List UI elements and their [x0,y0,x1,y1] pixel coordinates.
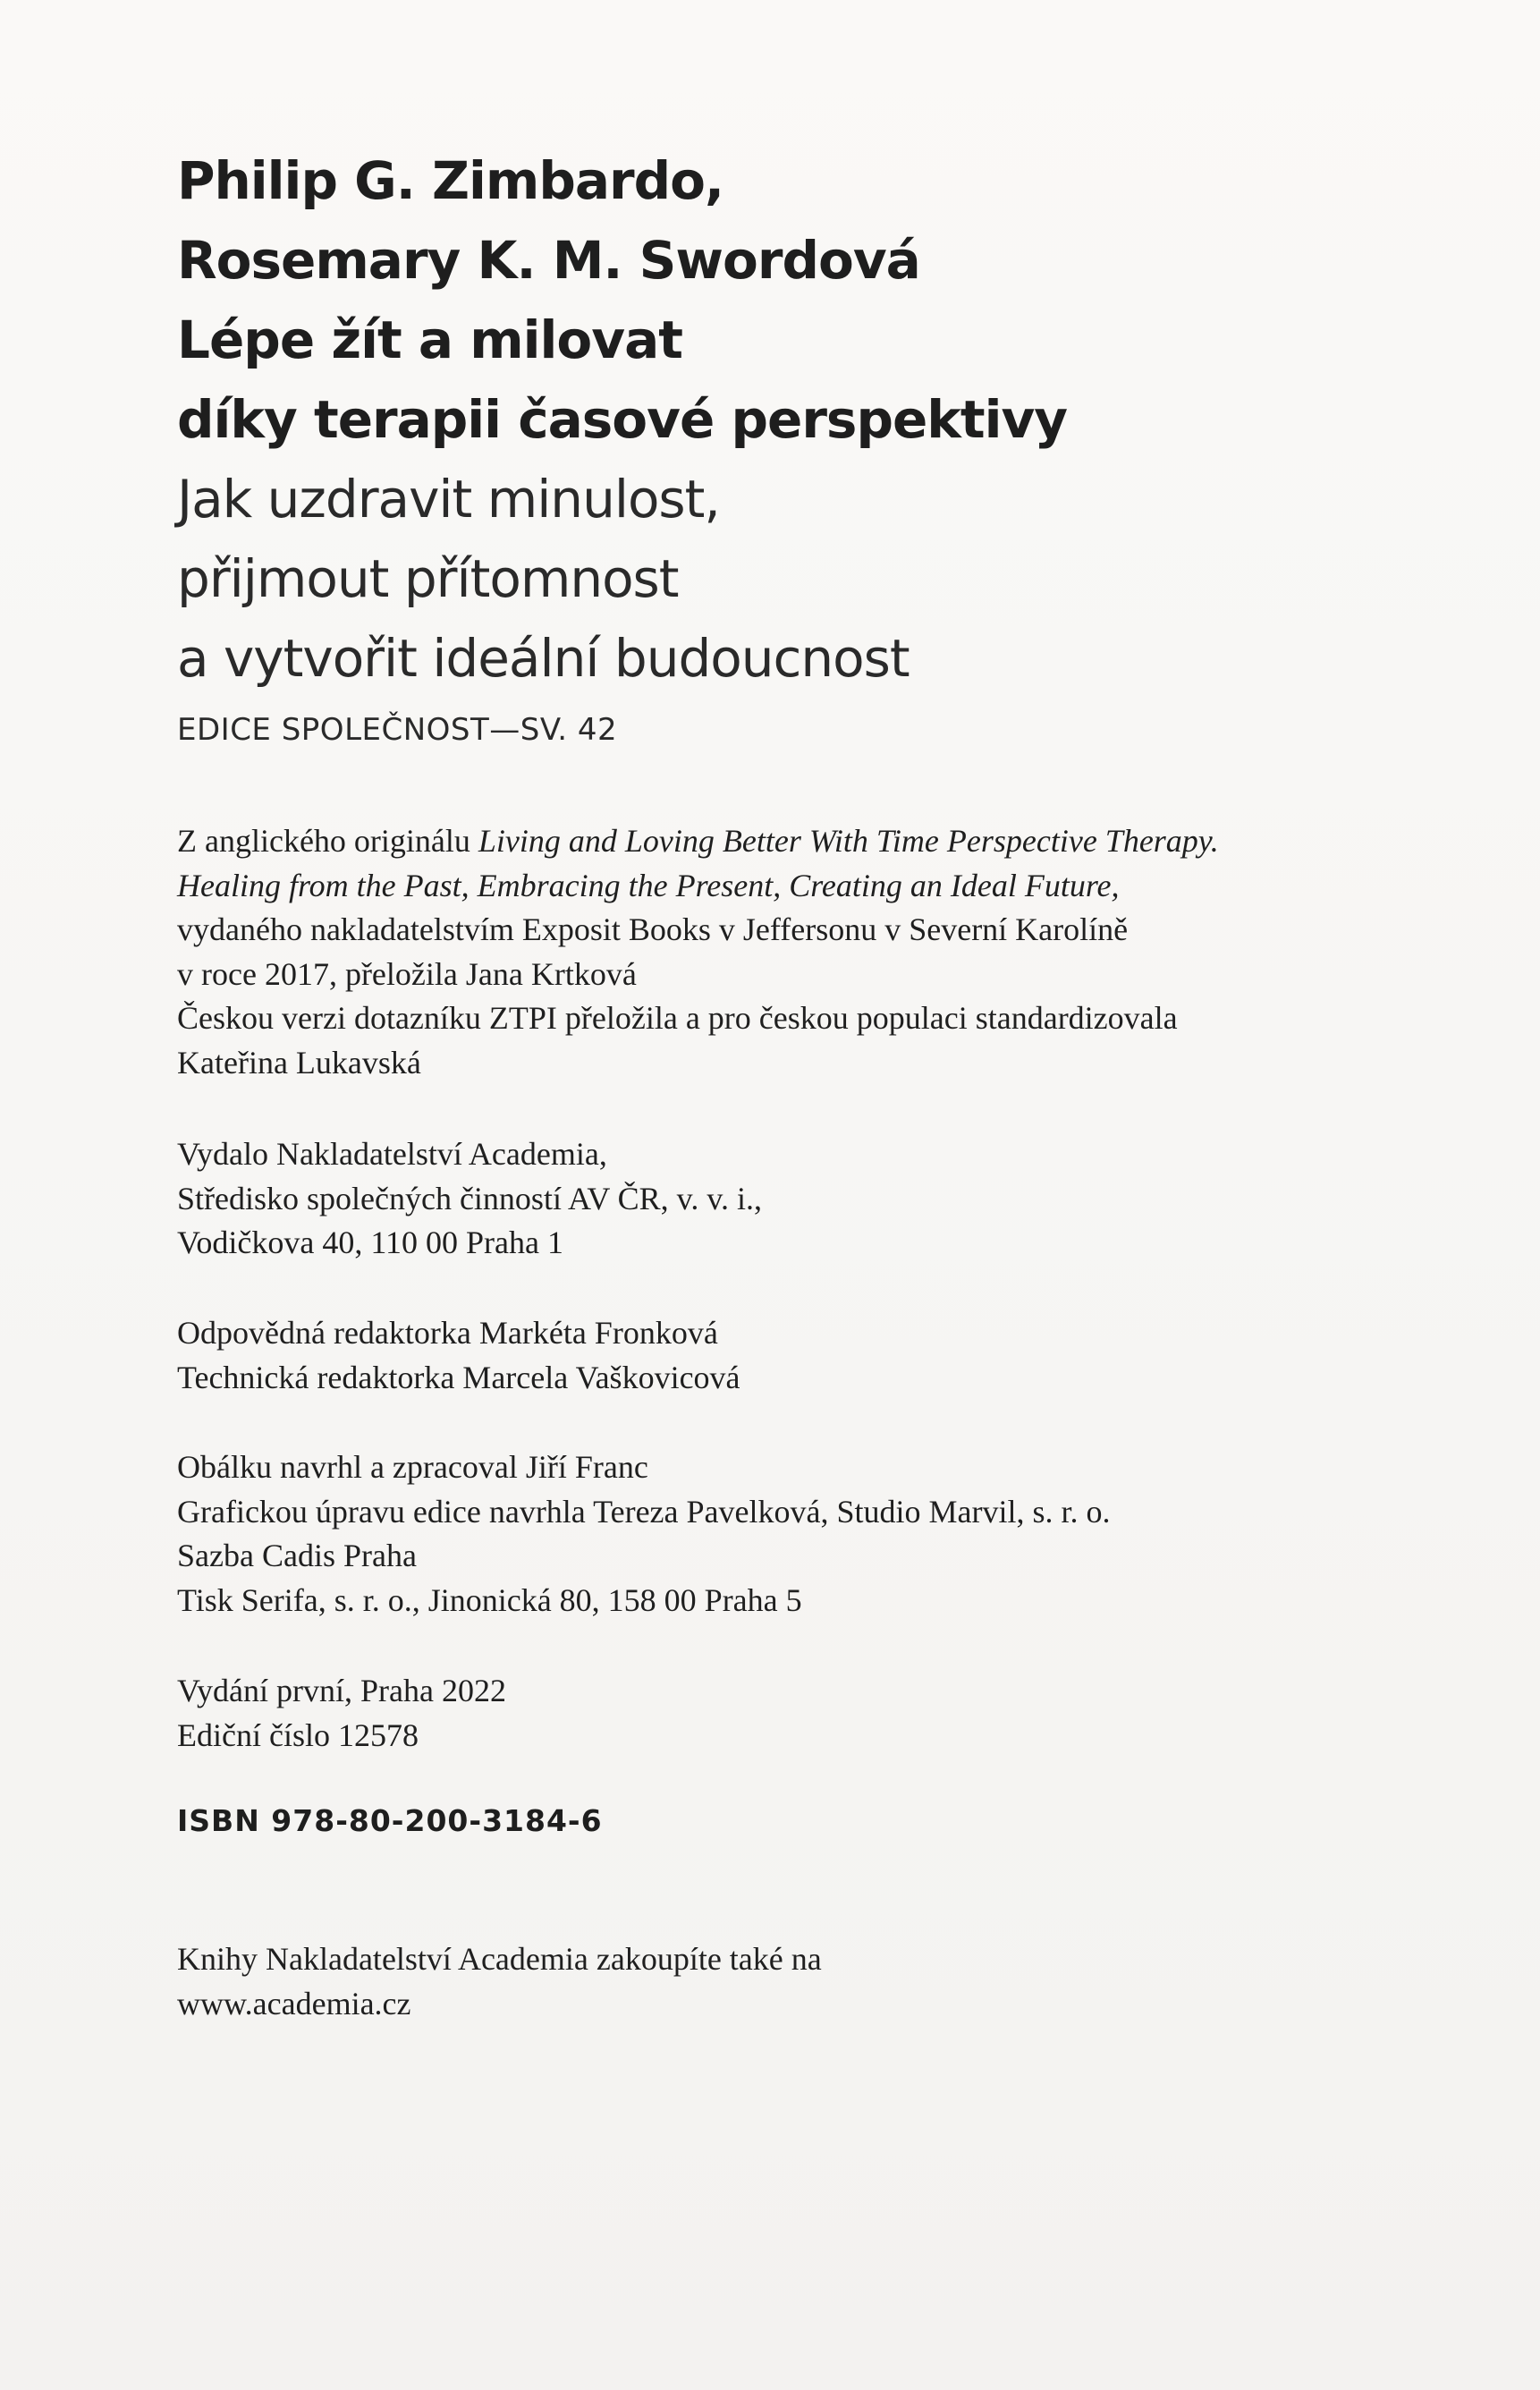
edition-info [177,1669,506,1758]
original-subtitle-italic: Healing from the Past, Embracing the Present, Creating an Ideal Future, [177,867,1120,903]
edition-line: Ediční číslo 12578 [177,1716,419,1753]
original-title-credits [177,819,1219,1085]
book-title-line: Lépe žít a milovat [177,309,682,370]
title-block [177,141,1067,699]
book-subtitle-line: Jak uzdravit minulost, [177,469,720,530]
original-line: Českou verzi dotazníku ZTPI přeložila a pro českou populaci standardizovala [177,1000,1178,1036]
shop-info [177,1937,822,2026]
book-subtitle-line: přijmout přítomnost [177,548,679,609]
original-line: vydaného nakladatelstvím Exposit Books v Jeffersonu v Severní Karolíně [177,911,1129,947]
original-line [177,864,1219,909]
author-line: Rosemary K. M. Swordová [177,230,920,291]
production-line: Obálku navrhl a zpracoval Jiří Franc [177,1449,648,1485]
publisher-line: Vydalo Nakladatelství Academia, [177,1136,607,1172]
production-line: Tisk Serifa, s. r. o., Jinonická 80, 158 00 Praha 5 [177,1581,802,1618]
book-title-line: díky terapii časové perspektivy [177,389,1068,450]
original-line [177,819,1219,864]
original-title-italic: Living and Loving Better With Time Perspective Therapy. [478,823,1219,859]
production-info [177,1445,1111,1623]
editors-info [177,1311,740,1400]
original-prefix: Z anglického originálu [177,823,478,859]
publisher-info [177,1132,762,1266]
publisher-line: Středisko společných činností AV ČR, v. v. i., [177,1180,763,1216]
production-line: Grafickou úpravu edice navrhla Tereza Pavelková, Studio Marvil, s. r. o. [177,1493,1111,1530]
original-line: Kateřina Lukavská [177,1044,421,1081]
production-line: Sazba Cadis Praha [177,1538,417,1573]
book-subtitle-line: a vytvořit ideální budoucnost [177,628,910,689]
series-label: EDICE SPOLEČNOST—SV. 42 [177,712,618,748]
edition-line: Vydání první, Praha 2022 [177,1673,506,1708]
editor-line: Odpovědná redaktorka Markéta Fronková [177,1315,718,1351]
shop-line: Knihy Nakladatelství Academia zakoupíte také na [177,1941,822,1977]
shop-url: www.academia.cz [177,1985,411,2021]
editor-line: Technická redaktorka Marcela Vaškovicová [177,1359,740,1395]
author-line: Philip G. Zimbardo, [177,150,724,211]
publisher-line: Vodičkova 40, 110 00 Praha 1 [177,1225,563,1260]
isbn: ISBN 978-80-200-3184-6 [177,1803,603,1838]
original-line: v roce 2017, přeložila Jana Krtková [177,955,637,992]
